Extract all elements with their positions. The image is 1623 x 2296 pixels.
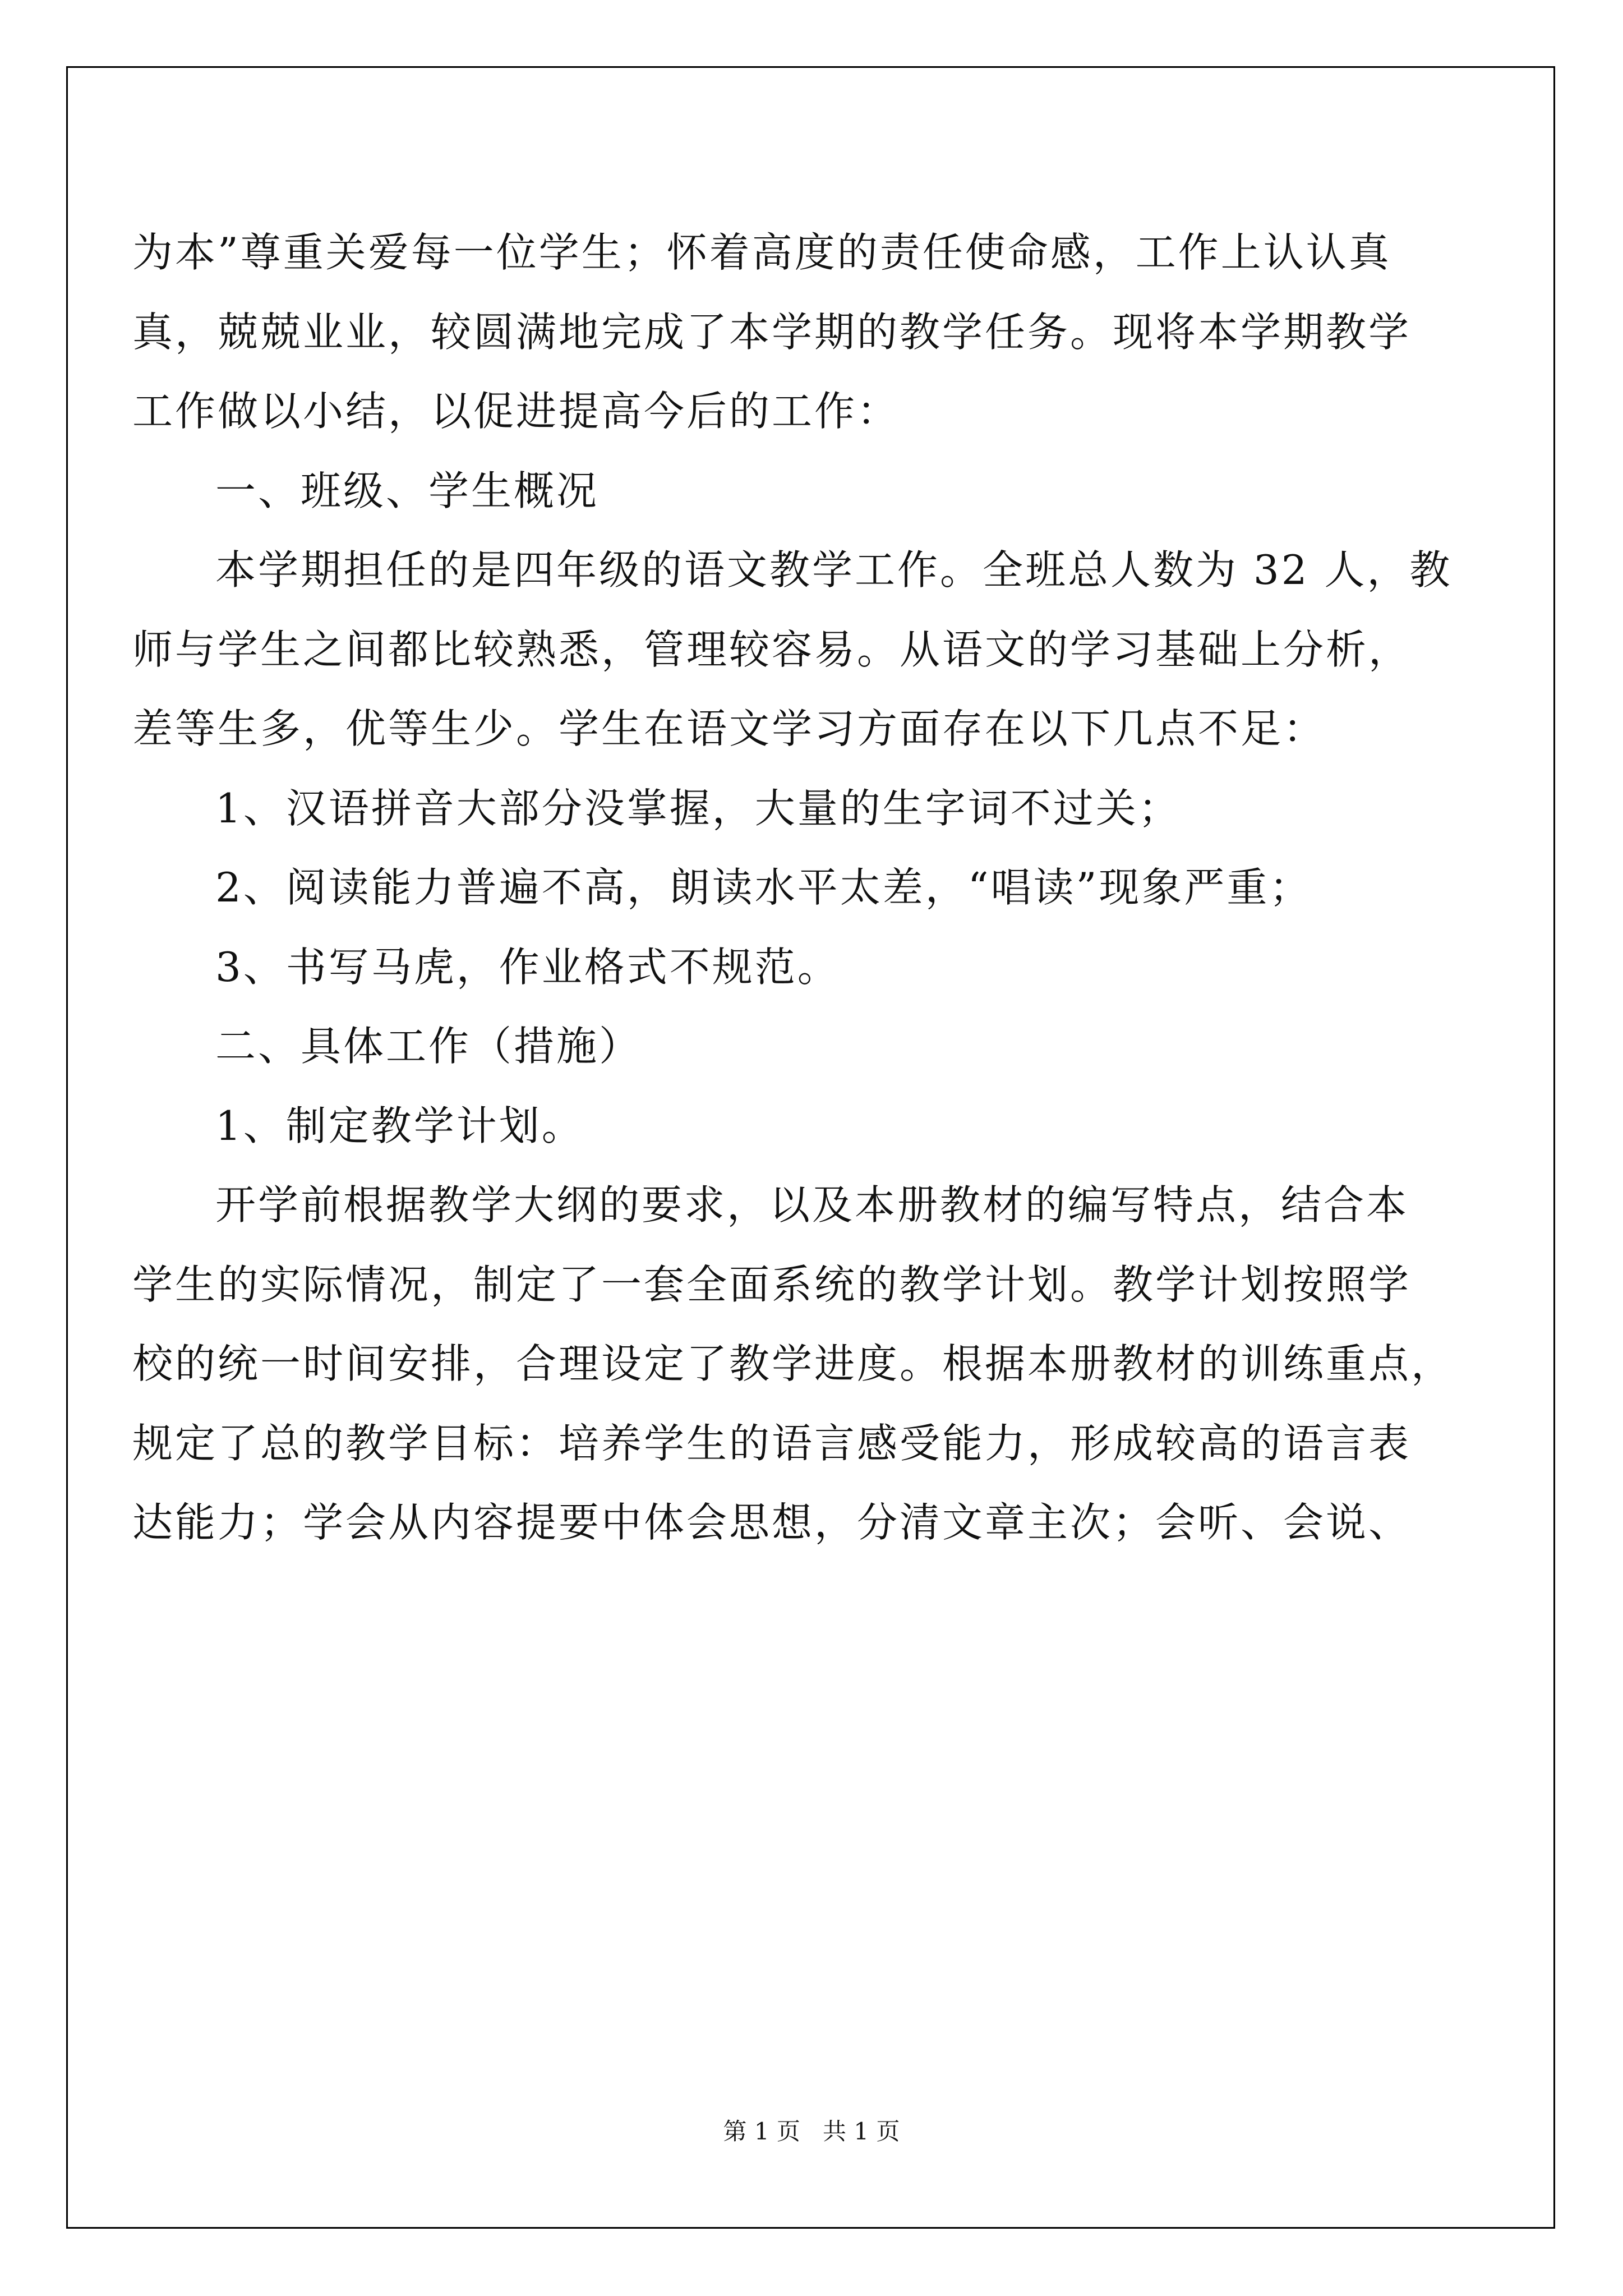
section-heading-2: 二、具体工作（措施）	[215, 1023, 642, 1070]
document-body	[132, 213, 1506, 1563]
list-item-2: 2、阅读能力普遍不高，朗读水平太差，“唱读”现象严重；	[215, 864, 1312, 911]
text-line-7: 差等生多，优等生少。学生在语文学习方面存在以下几点不足：	[132, 705, 1326, 752]
text-line-2: 真，兢兢业业，较圆满地完成了本学期的教学任务。现将本学期教学	[132, 308, 1412, 356]
text-line-3: 工作做以小结，以促进提高今后的工作：	[132, 388, 900, 435]
text-line-6: 师与学生之间都比较熟悉，管理较容易。从语文的学习基础上分析，	[132, 625, 1412, 673]
page-footer	[0, 2115, 1623, 2148]
text-line-1: 为本”尊重关爱每一位学生；怀着高度的责任使命感，工作上认认真	[132, 229, 1391, 276]
list-item-1: 1、汉语拼音大部分没掌握，大量的生字词不过关；	[215, 784, 1181, 832]
text-line-5: 本学期担任的是四年级的语文教学工作。全班总人数为 32 人，教	[215, 546, 1453, 593]
text-line-16: 规定了总的教学目标：培养学生的语言感受能力，形成较高的语言表	[132, 1419, 1412, 1467]
text-line-17: 达能力；学会从内容提要中体会思想，分清文章主次；会听、会说、	[132, 1499, 1412, 1546]
subsection-heading-1: 1、制定教学计划。	[215, 1102, 584, 1149]
page-number: 第 1 页 共 1 页	[723, 2118, 900, 2145]
list-item-3: 3、书写马虎，作业格式不规范。	[215, 943, 840, 991]
section-heading-1: 一、班级、学生概况	[215, 467, 600, 514]
text-line-13: 开学前根据教学大纲的要求，以及本册教材的编写特点，结合本	[215, 1181, 1409, 1228]
text-line-14: 学生的实际情况，制定了一套全面系统的教学计划。教学计划按照学	[132, 1260, 1412, 1308]
text-line-15: 校的统一时间安排，合理设定了教学进度。根据本册教材的训练重点，	[132, 1340, 1454, 1387]
